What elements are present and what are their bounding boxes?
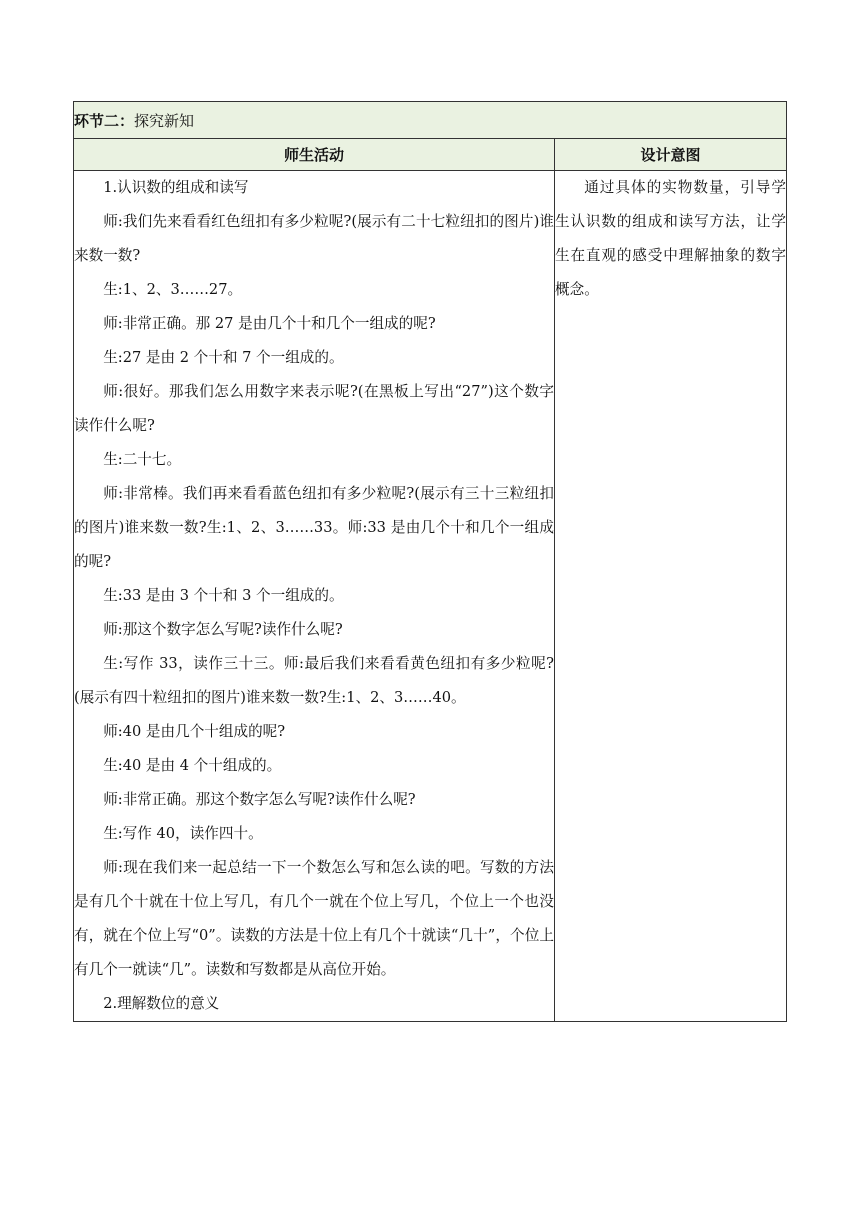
activity-line: 生:写作 33，读作三十三。师:最后我们来看看黄色纽扣有多少粒呢?(展示有四十粒纽扣的图片)谁来数一数?生:1、2、3……40。: [74, 655, 554, 706]
activity-line: 生:33 是由 3 个十和 3 个一组成的。: [103, 587, 344, 604]
stage-title: 探究新知: [134, 111, 195, 130]
intent-column-header: 设计意图: [555, 139, 787, 171]
activity-line: 生:二十七。: [103, 451, 182, 468]
intent-cell: [555, 171, 787, 1022]
activity-line: 师:现在我们来一起总结一下一个数怎么写和怎么读的吧。写数的方法是有几个十就在十位上写几，有几个一就在个位上写几，个位上一个也没有，就在个位上写“0”。读数的方法是十位上有几个十就读“几十”，个位上有几个一就读“几”。读数和写数都是从高位开始。: [74, 859, 554, 978]
stage-cell: [74, 102, 787, 139]
lesson-plan-table: [73, 101, 787, 1022]
stage-label: 环节二：: [74, 111, 135, 130]
activity-line: 师:很好。那我们怎么用数字来表示呢?(在黑板上写出“27”)这个数字读作什么呢?: [74, 383, 554, 434]
activity-line: 师:非常正确。那 27 是由几个十和几个一组成的呢?: [103, 315, 436, 332]
activity-line: 2.理解数位的意义: [103, 995, 220, 1012]
activity-line: 师:我们先来看看红色纽扣有多少粒呢?(展示有二十七粒纽扣的图片)谁来数一数?: [74, 213, 554, 264]
activity-cell: [74, 171, 555, 1022]
activity-line: 师:非常棒。我们再来看看蓝色纽扣有多少粒呢?(展示有三十三粒纽扣的图片)谁来数一数?生:1、2、3……33。师:33 是由几个十和几个一组成的呢?: [74, 485, 554, 570]
column-header-row: [74, 139, 787, 171]
stage-row: [74, 102, 787, 139]
activity-line: 生:40 是由 4 个十组成的。: [103, 757, 282, 774]
activity-line: 生:1、2、3……27。: [103, 281, 243, 298]
intent-text: 通过具体的实物数量，引导学生认识数的组成和读写方法，让学生在直观的感受中理解抽象的数字概念。: [555, 179, 786, 298]
activity-line: 生:写作 40，读作四十。: [103, 825, 263, 842]
activity-line: 生:27 是由 2 个十和 7 个一组成的。: [103, 349, 344, 366]
activity-line: 师:40 是由几个十组成的呢?: [103, 723, 286, 740]
activity-column-header: 师生活动: [74, 139, 555, 171]
content-row: [74, 171, 787, 1022]
activity-line: 师:非常正确。那这个数字怎么写呢?读作什么呢?: [103, 791, 416, 808]
activity-line: 1.认识数的组成和读写: [103, 179, 249, 196]
activity-line: 师:那这个数字怎么写呢?读作什么呢?: [103, 621, 343, 638]
